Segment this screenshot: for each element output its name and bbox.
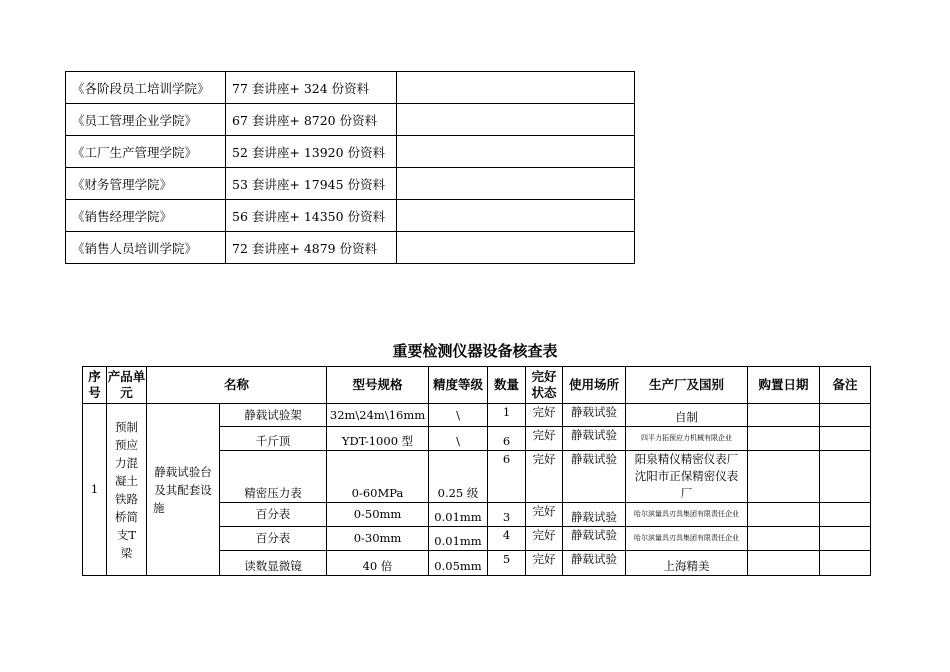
item-place: 静载试验 <box>563 551 626 576</box>
table-row <box>66 136 635 168</box>
item-name: 百分表 <box>220 503 327 527</box>
item-model: 0-50mm <box>327 503 429 527</box>
item-name: 精密压力表 <box>220 451 327 503</box>
course-detail: 53 套讲座+ 17945 份资料 <box>226 168 397 200</box>
item-maker: 四平力拓预应力机械有限企业 <box>626 427 748 451</box>
item-status: 完好 <box>526 551 563 576</box>
table-row <box>83 404 871 427</box>
header-note: 备注 <box>820 367 871 404</box>
item-maker: 自制 <box>626 404 748 427</box>
course-detail: 52 套讲座+ 13920 份资料 <box>226 136 397 168</box>
item-date <box>748 451 820 503</box>
item-model: 0-30mm <box>327 527 429 551</box>
header-model: 型号规格 <box>327 367 429 404</box>
item-date <box>748 503 820 527</box>
item-model: 40 倍 <box>327 551 429 576</box>
item-status: 完好 <box>526 427 563 451</box>
item-qty: 6 <box>488 427 526 451</box>
course-blank <box>397 200 635 232</box>
header-qty: 数量 <box>488 367 526 404</box>
item-status: 完好 <box>526 451 563 503</box>
course-blank <box>397 232 635 264</box>
item-note <box>820 451 871 503</box>
unit-cell: 预制预应力混凝土铁路桥简支T梁 <box>107 404 147 576</box>
item-date <box>748 551 820 576</box>
seq-cell: 1 <box>83 404 107 576</box>
course-table <box>65 71 635 264</box>
item-maker: 哈尔滨量具刃具集团有限责任企业 <box>626 527 748 551</box>
item-grade: \ <box>429 404 488 427</box>
item-qty: 5 <box>488 551 526 576</box>
item-maker: 上海精美 <box>626 551 748 576</box>
item-grade: 0.01mm <box>429 527 488 551</box>
item-model: 0-60MPa <box>327 451 429 503</box>
item-qty: 4 <box>488 527 526 551</box>
course-blank <box>397 136 635 168</box>
item-date <box>748 404 820 427</box>
header-unit: 产品单元 <box>107 367 147 404</box>
course-detail: 67 套讲座+ 8720 份资料 <box>226 104 397 136</box>
item-note <box>820 503 871 527</box>
item-maker: 阳泉精仪精密仪表厂 沈阳市正保精密仪表厂 <box>626 451 748 503</box>
header-place: 使用场所 <box>563 367 626 404</box>
item-qty: 6 <box>488 451 526 503</box>
item-grade: 0.01mm <box>429 503 488 527</box>
course-detail: 72 套讲座+ 4879 份资料 <box>226 232 397 264</box>
course-blank <box>397 104 635 136</box>
item-maker: 哈尔滨量具刃具集团有限责任企业 <box>626 503 748 527</box>
table-row <box>66 200 635 232</box>
course-name: 《各阶段员工培训学院》 <box>66 72 226 104</box>
item-place: 静载试验 <box>563 427 626 451</box>
item-place: 静载试验 <box>563 404 626 427</box>
group-cell: 静载试验台及其配套设施 <box>147 404 220 576</box>
item-qty: 1 <box>488 404 526 427</box>
course-name: 《销售人员培训学院》 <box>66 232 226 264</box>
course-name: 《工厂生产管理学院》 <box>66 136 226 168</box>
table-row <box>66 72 635 104</box>
item-place: 静载试验 <box>563 503 626 527</box>
item-name: 读数显微镜 <box>220 551 327 576</box>
item-date <box>748 427 820 451</box>
item-name: 百分表 <box>220 527 327 551</box>
header-maker: 生产厂及国别 <box>626 367 748 404</box>
header-grade: 精度等级 <box>429 367 488 404</box>
item-status: 完好 <box>526 404 563 427</box>
table-row <box>66 104 635 136</box>
item-note <box>820 427 871 451</box>
course-name: 《销售经理学院》 <box>66 200 226 232</box>
header-row <box>83 367 871 404</box>
inventory-title: 重要检测仪器设备核查表 <box>392 342 558 360</box>
course-name: 《员工管理企业学院》 <box>66 104 226 136</box>
header-seq: 序号 <box>83 367 107 404</box>
item-note <box>820 527 871 551</box>
item-note <box>820 551 871 576</box>
item-note <box>820 404 871 427</box>
item-grade: 0.25 级 <box>429 451 488 503</box>
item-model: 32m\24m\16mm <box>327 404 429 427</box>
item-name: 千斤顶 <box>220 427 327 451</box>
table-row <box>66 168 635 200</box>
header-date: 购置日期 <box>748 367 820 404</box>
course-blank <box>397 72 635 104</box>
item-grade: \ <box>429 427 488 451</box>
table-row <box>66 232 635 264</box>
item-date <box>748 527 820 551</box>
course-detail: 56 套讲座+ 14350 份资料 <box>226 200 397 232</box>
header-status: 完好状态 <box>526 367 563 404</box>
item-model: YDT-1000 型 <box>327 427 429 451</box>
item-qty: 3 <box>488 503 526 527</box>
item-status: 完好 <box>526 527 563 551</box>
item-place: 静载试验 <box>563 527 626 551</box>
inventory-table <box>82 366 871 576</box>
item-name: 静载试验架 <box>220 404 327 427</box>
item-grade: 0.05mm <box>429 551 488 576</box>
item-status: 完好 <box>526 503 563 527</box>
course-blank <box>397 168 635 200</box>
course-detail: 77 套讲座+ 324 份资料 <box>226 72 397 104</box>
item-place: 静载试验 <box>563 451 626 503</box>
header-name: 名称 <box>147 367 327 404</box>
course-name: 《财务管理学院》 <box>66 168 226 200</box>
